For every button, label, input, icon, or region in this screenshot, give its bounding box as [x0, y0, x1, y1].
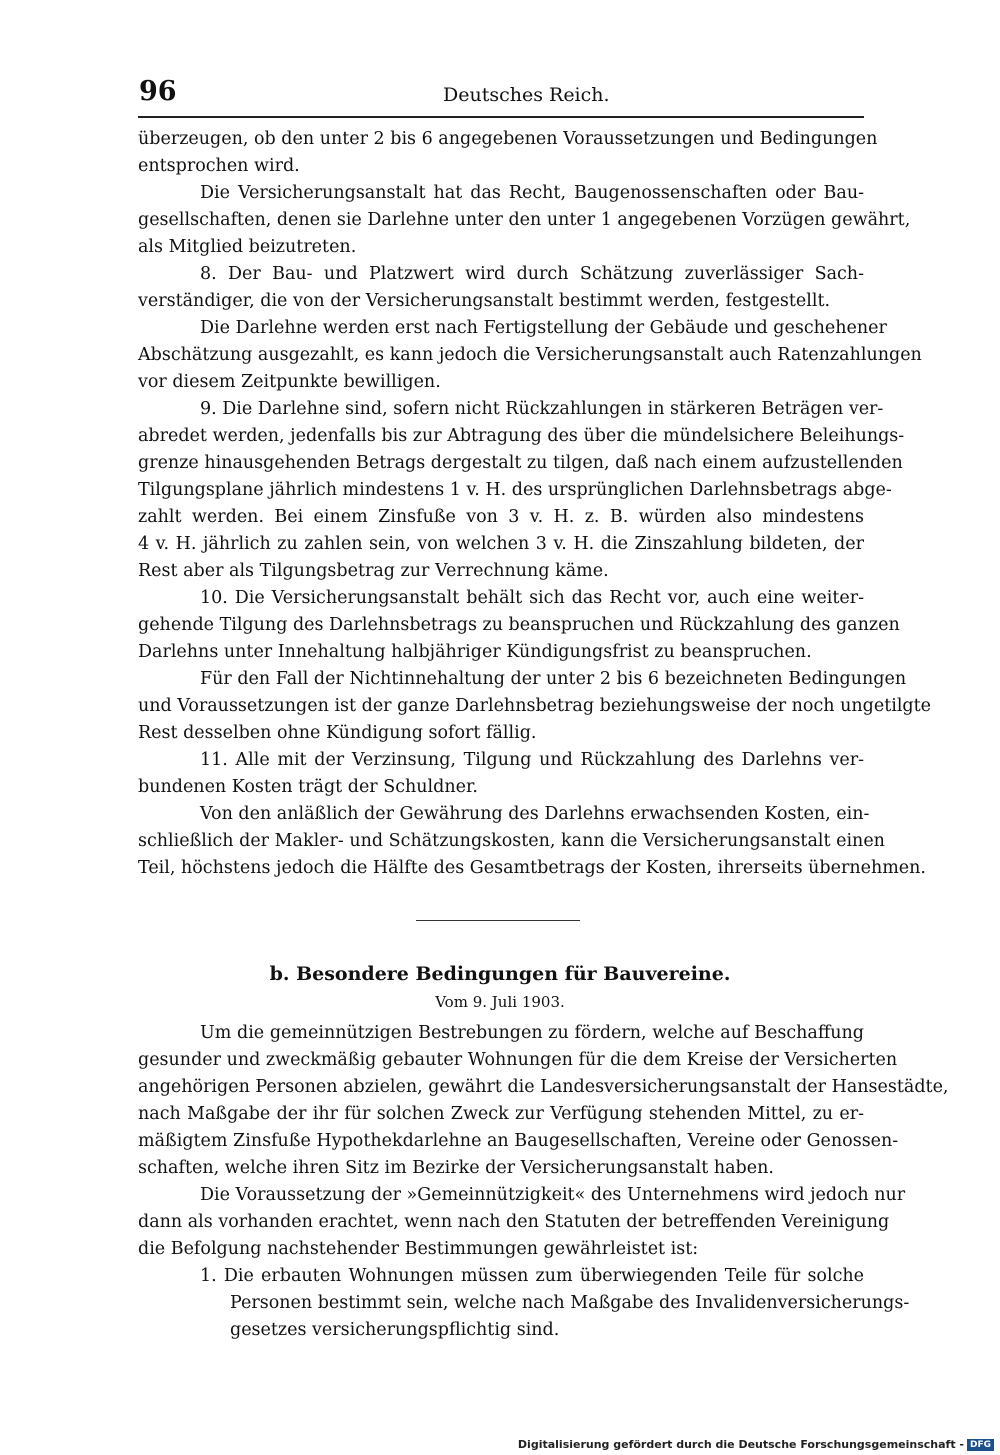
section-b-text — [138, 1020, 949, 1344]
section-a-line: Abschätzung ausgezahlt, es kann jedoch die Versicherungsanstalt auch Ratenzahlungen — [138, 345, 922, 365]
section-b-line: die Befolgung nachstehender Bestimmungen gewährleistet ist: — [138, 1239, 699, 1259]
header-rule — [138, 116, 864, 118]
section-b-line: nach Maßgabe der ihr für solchen Zweck zur Verfügung stehenden Mittel, zu er- — [138, 1104, 864, 1124]
section-b-title: b. Besondere Bedingungen für Bauvereine. — [269, 963, 731, 985]
section-a-line: überzeugen, ob den unter 2 bis 6 angegebenen Voraussetzungen und Bedingungen — [138, 129, 878, 149]
section-a-line: Von den anläßlich der Gewährung des Darlehns erwachsenden Kosten, ein- — [200, 804, 870, 824]
section-b-line: gesunder und zweckmäßig gebauter Wohnungen für die dem Kreise der Versicherten — [138, 1050, 898, 1070]
section-a-line: 11. Alle mit der Verzinsung, Tilgung und Rückzahlung des Darlehns ver- — [200, 750, 864, 770]
section-b-date: Vom 9. Juli 1903. — [435, 993, 565, 1011]
section-a-line: Tilgungsplane jährlich mindestens 1 v. H. des ursprünglichen Darlehnsbetrags abge- — [138, 480, 892, 500]
section-a-line: Die Darlehne werden erst nach Fertigstellung der Gebäude und geschehener — [200, 318, 887, 338]
section-a-line: Rest aber als Tilgungsbetrag zur Verrechnung käme. — [138, 561, 609, 581]
section-a-line: zahlt werden. Bei einem Zinsfuße von 3 v. H. z. B. würden also mindestens — [138, 507, 864, 527]
page-number: 96 — [139, 76, 177, 107]
section-a-line: abredet werden, jedenfalls bis zur Abtragung des über die mündelsichere Beleihungs- — [138, 426, 905, 446]
section-b-line: Personen bestimmt sein, welche nach Maßgabe des Invalidenversicherungs- — [230, 1293, 910, 1313]
section-b-line: schaften, welche ihren Sitz im Bezirke der Versicherungsanstalt haben. — [138, 1158, 774, 1178]
section-a-line: gesellschaften, denen sie Darlehne unter den unter 1 angegebenen Vorzügen gewährt, — [138, 210, 911, 230]
section-b-line: dann als vorhanden erachtet, wenn nach den Statuten der betreffenden Vereinigung — [138, 1212, 890, 1232]
section-a-line: 4 v. H. jährlich zu zahlen sein, von welchen 3 v. H. die Zinszahlung bildeten, der — [138, 534, 864, 554]
section-a-line: gehende Tilgung des Darlehnsbetrags zu beanspruchen und Rückzahlung des ganzen — [138, 615, 900, 635]
section-b-line: Um die gemeinnützigen Bestrebungen zu fördern, welche auf Beschaffung — [200, 1023, 864, 1043]
section-a-line: grenze hinausgehenden Betrags dergestalt zu tilgen, daß nach einem aufzustellenden — [138, 453, 903, 473]
section-a-line: Rest desselben ohne Kündigung sofort fällig. — [138, 723, 537, 743]
section-a-line: entsprochen wird. — [138, 156, 300, 176]
section-a-line: 10. Die Versicherungsanstalt behält sich das Recht vor, auch eine weiter- — [200, 588, 864, 608]
section-a-line: und Voraussetzungen ist der ganze Darlehnsbetrag beziehungsweise der noch ungetilgte — [138, 696, 932, 716]
dfg-logo: DFG — [967, 1439, 994, 1451]
section-a-line: Für den Fall der Nichtinnehaltung der unter 2 bis 6 bezeichneten Bedingungen — [200, 669, 907, 689]
section-b-line: mäßigtem Zinsfuße Hypothekdarlehne an Baugesellschaften, Vereine oder Genossen- — [138, 1131, 899, 1151]
section-a-line: Teil, höchstens jedoch die Hälfte des Gesamtbetrags der Kosten, ihrerseits übernehmen. — [138, 858, 926, 878]
section-a-line: bundenen Kosten trägt der Schuldner. — [138, 777, 478, 797]
section-divider — [416, 920, 580, 921]
section-a-line: schließlich der Makler- und Schätzungskosten, kann die Versicherungsanstalt einen — [138, 831, 885, 851]
section-a-line: 9. Die Darlehne sind, sofern nicht Rückzahlungen in stärkeren Beträgen ver- — [200, 399, 884, 419]
section-b-line: angehörigen Personen abzielen, gewährt die Landesversicherungsanstalt der Hansestädte, — [138, 1077, 949, 1097]
section-a-line: 8. Der Bau- und Platzwert wird durch Schätzung zuverlässiger Sach- — [200, 264, 864, 284]
section-a-line: Die Versicherungsanstalt hat das Recht, Baugenossenschaften oder Bau- — [200, 183, 864, 203]
section-b-line: 1. Die erbauten Wohnungen müssen zum überwiegenden Teile für solche — [200, 1266, 864, 1286]
section-a-line: als Mitglied beizutreten. — [138, 237, 357, 257]
digitization-footer — [518, 1438, 994, 1451]
section-a-text — [138, 126, 932, 882]
running-head: Deutsches Reich. — [443, 84, 610, 106]
section-a-line: vor diesem Zeitpunkte bewilligen. — [138, 372, 441, 392]
section-b-line: Die Voraussetzung der »Gemeinnützigkeit« des Unternehmens wird jedoch nur — [200, 1185, 906, 1205]
section-a-line: verständiger, die von der Versicherungsanstalt bestimmt werden, festgestellt. — [138, 291, 831, 311]
section-a-line: Darlehns unter Innehaltung halbjähriger Kündigungsfrist zu beanspruchen. — [138, 642, 812, 662]
section-b-line: gesetzes versicherungspflichtig sind. — [230, 1320, 560, 1340]
footer-text: Digitalisierung gefördert durch die Deutsche Forschungsgemeinschaft - — [517, 1438, 964, 1451]
